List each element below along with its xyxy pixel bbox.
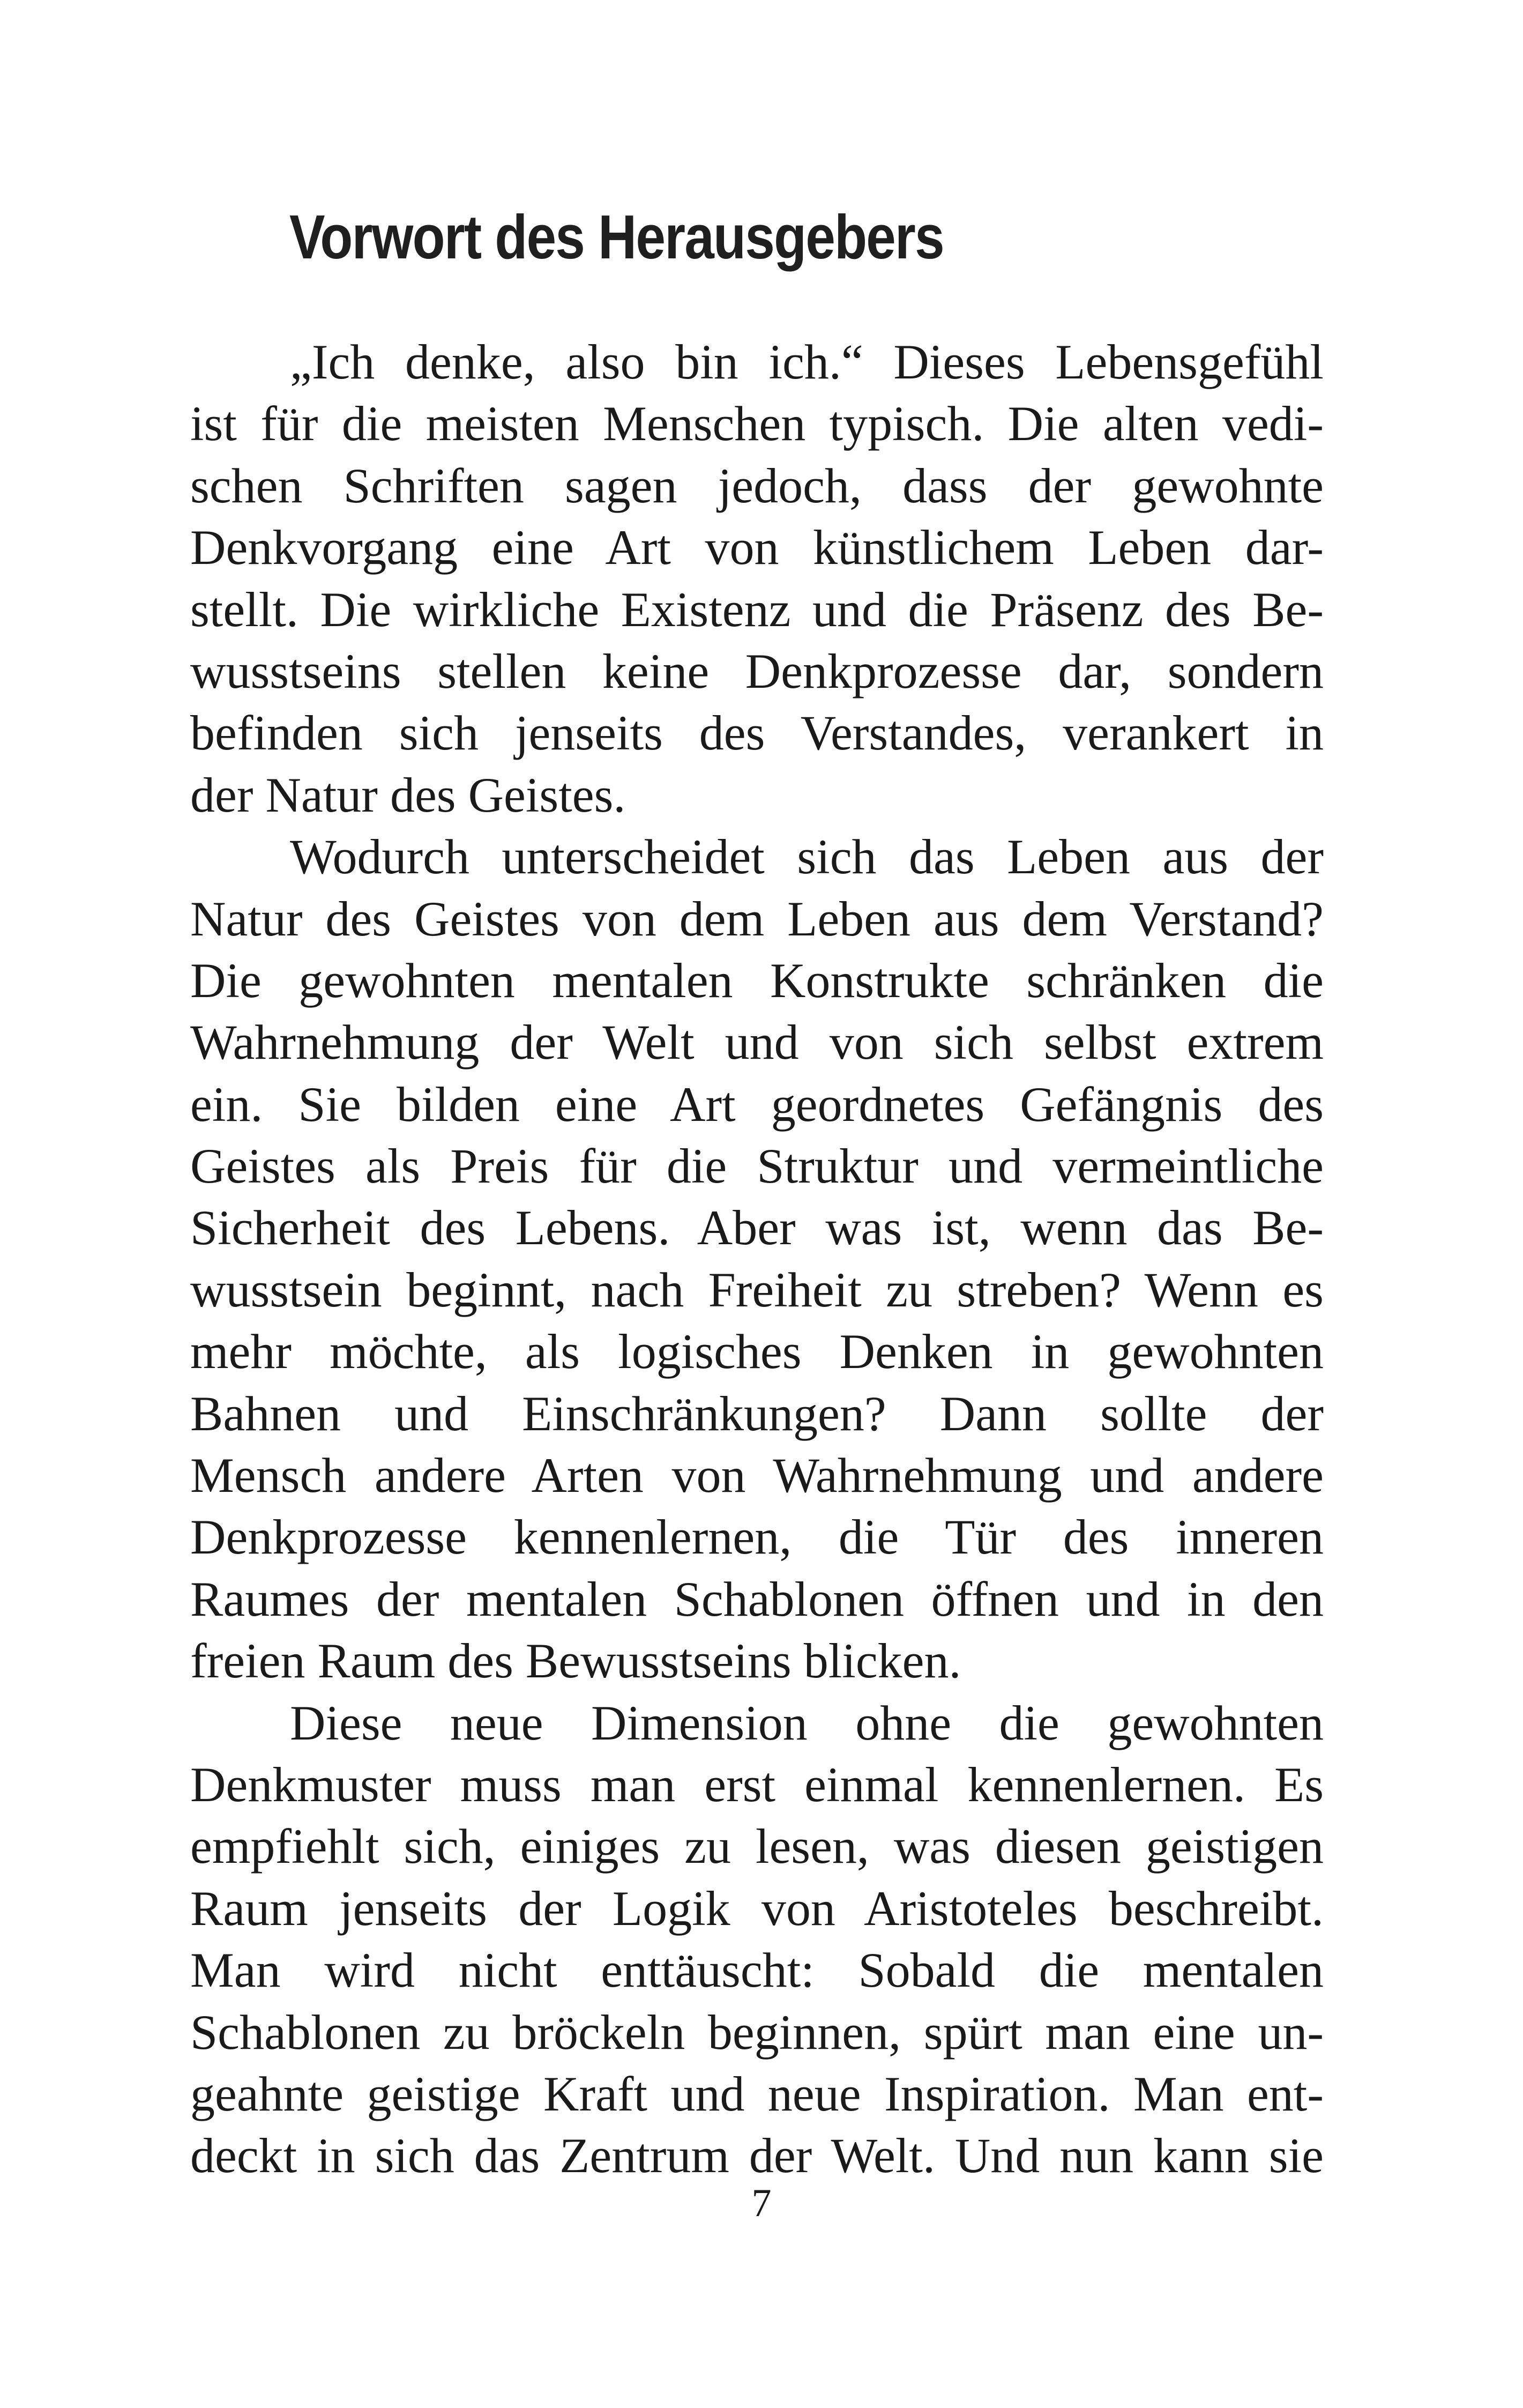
text-line: wusstseins stellen keine Denkprozesse dar, sondern [190,643,1324,698]
text-line: schen Schriften sagen jedoch, dass der gewohnte [190,458,1324,513]
text-line: der Natur des Geistes. [190,767,626,822]
body-text [190,331,1324,2187]
text-line: Natur des Geistes von dem Leben aus dem Verstand? [190,891,1324,946]
text-line: Diese neue Dimension ohne die gewohnten [290,1695,1324,1750]
text-line: deckt in sich das Zentrum der Welt. Und nun kann sie [190,2128,1324,2183]
text-line: Denkprozesse kennenlernen, die Tür des inneren [190,1510,1324,1565]
paragraph [190,826,1324,1692]
text-line: wusstsein beginnt, nach Freiheit zu streben? Wenn es [190,1262,1324,1317]
text-line: „Ich denke, also bin ich.“ Dieses Lebensgefühl [290,335,1324,389]
text-line: Man wird nicht enttäuscht: Sobald die mentalen [190,1943,1324,1998]
text-line: Denkvorgang eine Art von künstlichem Leben dar- [190,520,1324,575]
text-line: Mensch andere Arten von Wahrnehmung und andere [190,1448,1324,1503]
text-line: Geistes als Preis für die Struktur und vermeintliche [190,1139,1324,1194]
page-title: Vorwort des Herausgebers [289,202,944,272]
text-line: befinden sich jenseits des Verstandes, verankert in [190,705,1324,761]
paragraph [190,331,1324,826]
text-line: Raum jenseits der Logik von Aristoteles beschreibt. [190,1881,1324,1936]
text-line: geahnte geistige Kraft und neue Inspiration. Man ent- [190,2066,1324,2121]
text-line: mehr möchte, als logisches Denken in gewohnten [190,1324,1324,1379]
text-line: Schablonen zu bröckeln beginnen, spürt man eine un- [190,2004,1324,2060]
text-line: ein. Sie bilden eine Art geordnetes Gefängnis des [190,1076,1324,1132]
text-line: freien Raum des Bewusstseins blicken. [190,1633,961,1689]
text-line: Die gewohnten mentalen Konstrukte schränken die [190,953,1324,1008]
text-line: Bahnen und Einschränkungen? Dann sollte der [190,1386,1324,1441]
text-line: Denkmuster muss man erst einmal kennenlernen. Es [190,1757,1324,1812]
text-line: Wodurch unterscheidet sich das Leben aus der [290,829,1324,885]
text-line: empfiehlt sich, einiges zu lesen, was diesen geistigen [190,1819,1324,1874]
text-line: Raumes der mentalen Schablonen öffnen und in den [190,1571,1324,1626]
text-line: Sicherheit des Lebens. Aber was ist, wenn das Be- [190,1200,1324,1255]
text-line: stellt. Die wirkliche Existenz und die Präsenz des Be- [190,582,1324,637]
page-number: 7 [751,2181,772,2225]
text-line: Wahrnehmung der Welt und von sich selbst extrem [190,1015,1324,1070]
text-line: ist für die meisten Menschen typisch. Die alten vedi- [190,396,1324,451]
paragraph [190,1692,1324,2187]
